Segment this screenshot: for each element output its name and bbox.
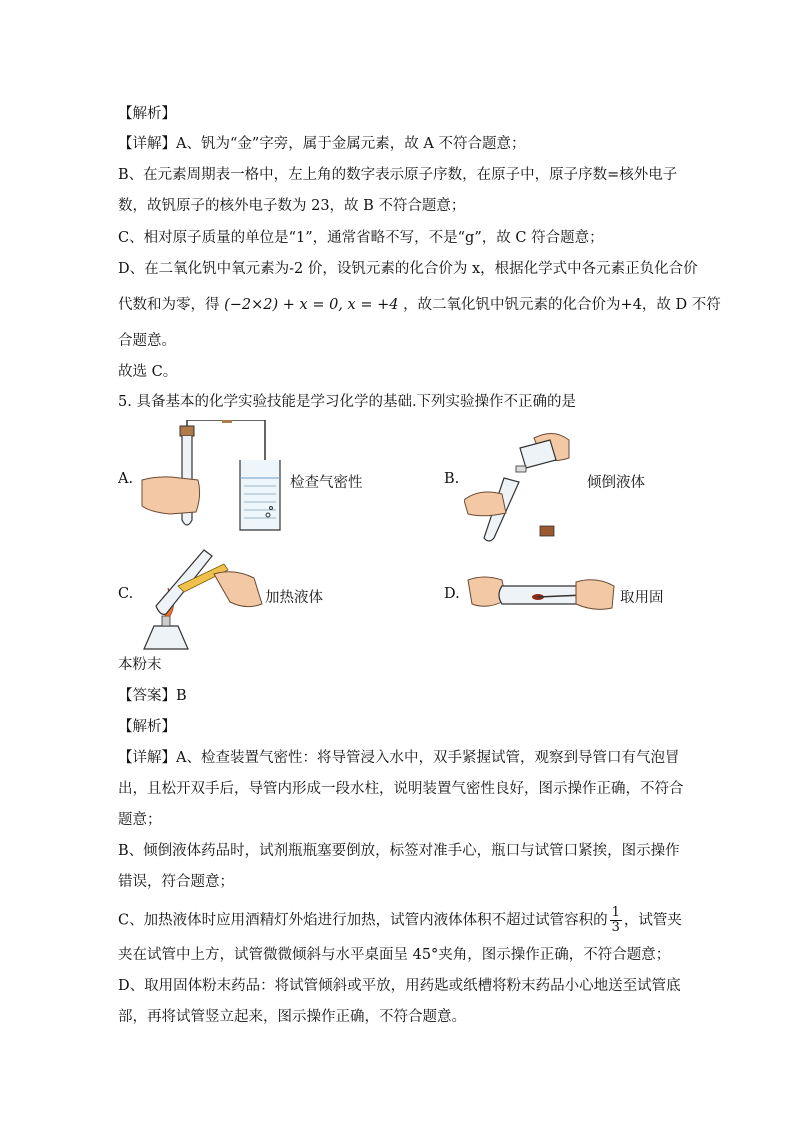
detail-1-a: 【详解】A、钒为“金”字旁，属于金属元素，故 A 不符合题意； — [118, 136, 526, 152]
detail-2-c1-post: ，试管夹 — [623, 912, 682, 929]
detail-1-b2: 数，故钒原子的核外电子数为 23，故 B 不符合题意； — [118, 198, 466, 214]
detail-1-c: C、相对原子质量的单位是“1”，通常省略不写，不是“g”，故 C 符合题意； — [118, 230, 604, 246]
detail-2-d2: 部，再将试管竖立起来，图示操作正确，不符合题意。 — [118, 1009, 466, 1025]
detail-2-c1 — [118, 906, 682, 935]
detail-2-b1: B、倾倒液体药品时，试剂瓶瓶塞要倒放，标签对准手心，瓶口与试管口紧挨，图示操作 — [118, 843, 680, 859]
detail-2-a3: 题意； — [118, 812, 162, 828]
detail-1-d2-post: ，故二氧化钒中钒元素的化合价为+4，故 D 不符 — [403, 297, 721, 313]
analysis-heading-1: 【解析】 — [118, 106, 176, 122]
question-5-stem: 5. 具备基本的化学实验技能是学习化学的基础.下列实验操作不正确的是 — [118, 394, 577, 410]
option-d-caption-tail: 本粉末 — [118, 657, 162, 673]
option-b-caption: 倾倒液体 — [587, 475, 645, 491]
detail-2-c2: 夹在试管中上方，试管微微倾斜与水平桌面呈 45°夹角，图示操作正确，不符合题意； — [118, 947, 671, 963]
option-d-letter: D. — [444, 586, 460, 602]
detail-1-b1: B、在元素周期表一格中，左上角的数字表示原子序数，在原子中，原子序数=核外电子 — [118, 167, 678, 183]
detail-2-a1: 【详解】A、检查装置气密性：将导管浸入水中，双手紧握试管，观察到导管口有气泡冒 — [118, 750, 680, 766]
detail-2-a2: 出，且松开双手后，导管内形成一段水柱，说明装置气密性良好，图示操作正确，不符合 — [118, 781, 684, 797]
heating-liquid-figure — [134, 544, 266, 654]
detail-2-b2: 错误，符合题意； — [118, 874, 234, 890]
option-a-letter: A. — [118, 471, 134, 487]
detail-1-d1: D、在二氧化钒中氧元素为-2 价，设钒元素的化合价为 x，根据化学式中各元素正负化合价 — [118, 261, 698, 277]
taking-powder-figure — [466, 570, 616, 618]
one-third-fraction: $\frac{1}{3}$ — [611, 905, 620, 935]
option-b-letter: B. — [444, 471, 460, 487]
detail-1-d2 — [118, 295, 721, 315]
detail-2-c1-pre: C、加热液体时应用酒精灯外焰进行加热，试管内液体体积不超过试管容积的 — [118, 912, 608, 929]
detail-1-d3: 合题意。 — [118, 333, 176, 349]
option-c-caption: 加热液体 — [265, 590, 323, 606]
airtightness-check-figure — [140, 420, 290, 535]
choose-1: 故选 C。 — [118, 364, 178, 380]
detail-2-d1: D、取用固体粉末药品：将试管倾斜或平放，用药匙或纸槽将粉末药品小心地送至试管底 — [118, 978, 681, 994]
detail-1-d2-pre: 代数和为零，得 — [118, 297, 220, 313]
answer-line: 【答案】B — [118, 688, 187, 704]
detail-1-d2-math: (−2×2) + x = 0, x = +4 — [224, 297, 399, 313]
option-a-caption: 检查气密性 — [290, 475, 363, 491]
option-c-letter: C. — [118, 586, 134, 602]
pouring-liquid-figure — [464, 418, 574, 543]
option-d-caption: 取用固 — [620, 590, 664, 606]
analysis-heading-2: 【解析】 — [118, 719, 176, 735]
